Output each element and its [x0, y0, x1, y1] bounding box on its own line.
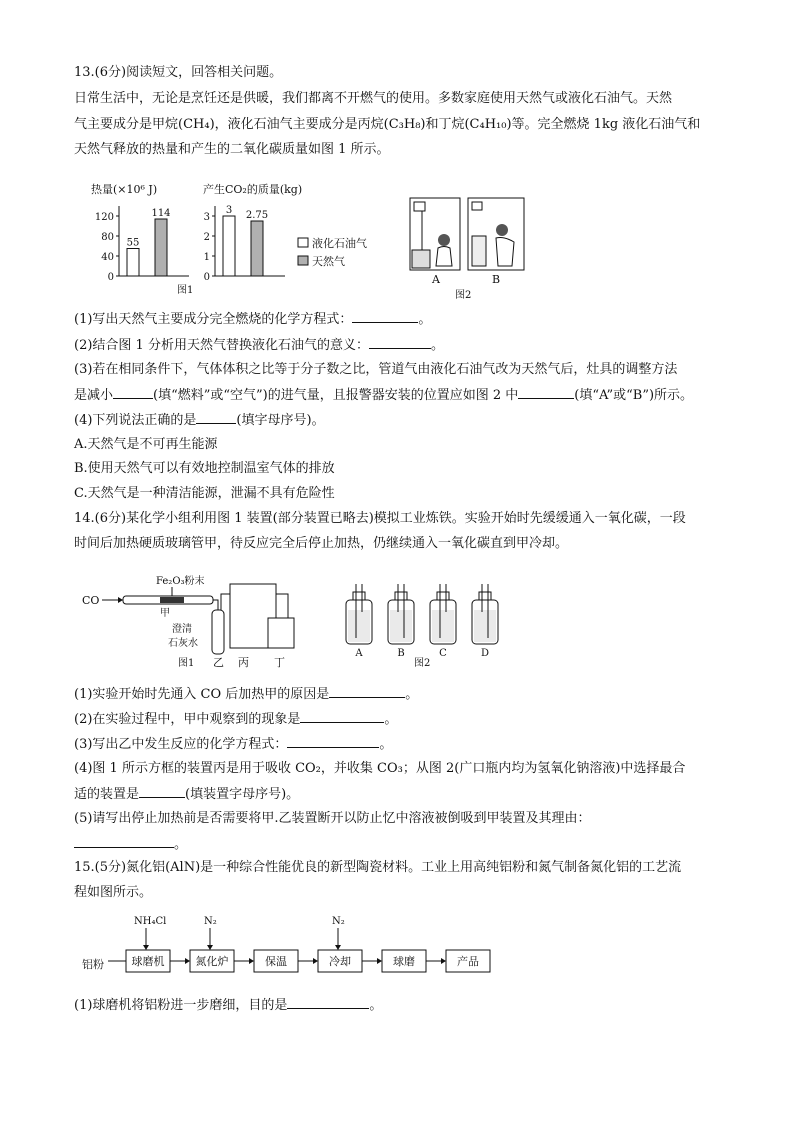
bottle-label: A	[355, 648, 363, 659]
fe2o3-powder	[160, 597, 184, 603]
flow-step-label: 氮化炉	[195, 955, 229, 968]
chengqing-label: 澄清	[172, 624, 192, 635]
q15-title2: 程如图所示。	[74, 885, 153, 900]
q13-title: 13.(6分)阅读短文，回答相关问题。	[74, 65, 283, 80]
stove-b-icon	[472, 236, 486, 266]
answer-blank[interactable]	[329, 685, 405, 698]
bottle-c	[430, 584, 456, 644]
flow-step-label: 产品	[457, 955, 479, 968]
bar-lpg-chart1	[127, 249, 139, 277]
legend-ng: 天然气	[312, 255, 345, 268]
y-tick-label: 0	[107, 272, 114, 283]
answer-blank[interactable]	[139, 785, 185, 798]
bottle-label: B	[397, 648, 405, 659]
q15-title: 15.(5分)氮化铝(AlN)是一种综合性能优良的新型陶瓷材料。工业上用高纯铝粉和氮气制备氮化铝的工艺流	[74, 860, 682, 875]
bar-ng-chart2	[251, 221, 263, 276]
heat-axis-label: 热量(×10⁶ J)	[91, 183, 158, 196]
flow-step-label: 球磨	[393, 955, 415, 968]
answer-blank[interactable]	[518, 386, 574, 399]
legend-lpg: 液化石油气	[312, 237, 367, 250]
option-a: A.天然气是不可再生能源	[74, 437, 218, 452]
q13-sub3b: 是减小 (填“燃料”或“空气”)的进气量，且报警器安装的位置应如图 2 中 (填“A”或“B”)所示。	[74, 388, 694, 403]
bar-value-label: 2.75	[245, 210, 269, 221]
bottle-d	[472, 584, 498, 644]
fig2-caption: 图2	[455, 290, 472, 300]
legend-swatch-lpg	[298, 238, 308, 247]
q13-para3: 天然气释放的热量和产生的二氧化碳质量如图 1 所示。	[74, 142, 390, 157]
n2-label-a: N₂	[204, 916, 217, 927]
q14-sub5-answer: 。	[74, 835, 187, 854]
beaker-ding	[268, 618, 294, 648]
photo-b	[468, 198, 524, 270]
bottle-label: D	[480, 648, 490, 659]
ding-label: 丁	[274, 656, 285, 669]
bar-ng-chart1	[155, 219, 167, 276]
q13-para2: 气主要成分是甲烷(CH₄)，液化石油气主要成分是丙烷(C₃H₈)和丁烷(C₄H₁₀)等。完全燃烧 1kg 液化石油气和	[74, 117, 701, 132]
bar-value-label: 55	[126, 237, 140, 249]
bar-value-label: 3	[225, 205, 233, 216]
person-a-icon	[438, 234, 450, 246]
stove-a-icon	[412, 250, 430, 268]
fe2o3-label: Fe₂O₃粉末	[156, 576, 205, 587]
answer-blank[interactable]	[300, 710, 384, 723]
flow-step-label: 球磨机	[131, 955, 165, 968]
alarm-a-icon	[414, 202, 425, 211]
answer-blank[interactable]	[352, 310, 418, 323]
photo-a	[410, 198, 460, 270]
bar-lpg-chart2	[223, 216, 235, 276]
n2-label-b: N₂	[332, 916, 345, 927]
y-tick-label: 2	[203, 232, 210, 243]
answer-blank[interactable]	[287, 735, 379, 748]
answer-blank[interactable]	[74, 835, 174, 848]
y-tick-label: 0	[203, 272, 210, 283]
q14-sub4a: (4)图 1 所示方框的装置丙是用于吸收 CO₂，并收集 CO₃；从图 2(广口瓶内均为氢氧化钠溶液)中选择最合	[74, 761, 686, 776]
q14-title2: 时间后加热硬质玻璃管甲，待反应完全后停止加热，仍继续通入一氧化碳直到甲冷却。	[74, 536, 569, 551]
y-tick-label: 1	[203, 252, 210, 263]
bar-value-label: 114	[151, 208, 171, 219]
answer-blank[interactable]	[369, 336, 431, 349]
answer-blank[interactable]	[196, 411, 236, 424]
fig1-caption: 图1	[177, 285, 194, 296]
q14-sub3: (3)写出乙中发生反应的化学方程式： 。	[74, 737, 393, 752]
flow-start-label: 铝粉	[82, 958, 104, 971]
answer-blank[interactable]	[287, 996, 369, 1009]
bottle-a	[346, 584, 372, 644]
q14-sub4b: 适的装置是 (填装置字母序号)。	[74, 787, 300, 802]
fig1-caption-q14: 图1	[178, 658, 195, 669]
yi-label: 乙	[213, 656, 224, 669]
y-tick-label: 80	[101, 232, 114, 243]
q15-process-flow	[80, 908, 500, 980]
y-tick-label: 3	[203, 212, 210, 223]
flow-step-label: 保温	[265, 955, 287, 968]
bottle-label: C	[439, 648, 447, 659]
q13-sub3a: (3)若在相同条件下，气体体积之比等于分子数之比，管道气由液化石油气改为天然气后，灶具的调整方法	[74, 362, 678, 377]
option-c: C.天然气是一种清洁能源，泄漏不具有危险性	[74, 486, 335, 501]
q14-sub2: (2)在实验过程中，甲中观察到的现象是 。	[74, 712, 398, 727]
co2-axis-label: 产生CO₂的质量(kg)	[203, 183, 303, 196]
fig2-caption-q14: 图2	[414, 658, 431, 669]
q15-sub1: (1)球磨机将铝粉进一步磨细，目的是 。	[74, 998, 383, 1013]
q14-sub1: (1)实验开始时先通入 CO 后加热甲的原因是 。	[74, 687, 419, 702]
jia-label: 甲	[160, 608, 170, 619]
bottle-b	[388, 584, 414, 644]
legend-swatch-ng	[298, 256, 308, 265]
q13-sub2: (2)结合图 1 分析用天然气替换液化石油气的意义： 。	[74, 338, 444, 353]
answer-blank[interactable]	[113, 386, 153, 399]
alarm-b-icon	[472, 202, 482, 210]
y-tick-label: 40	[101, 252, 114, 263]
q13-sub4: (4)下列说法正确的是 (填字母序号)。	[74, 413, 325, 428]
q13-figure2	[408, 196, 528, 300]
q13-figure1	[85, 180, 385, 300]
bing-label: 丙	[238, 656, 249, 669]
photo-a-label: A	[432, 273, 440, 286]
person-b-icon	[496, 224, 508, 236]
shihui-label: 石灰水	[168, 638, 198, 649]
q14-sub5: (5)请写出停止加热前是否需要将甲.乙装置断开以防止忆中溶液被倒吸到甲装置及其理由：	[74, 811, 591, 826]
test-tube-yi	[212, 610, 224, 654]
co-label: CO	[82, 594, 100, 607]
flow-step-label: 冷却	[329, 955, 351, 968]
q13-para1: 日常生活中，无论是烹饪还是供暖，我们都离不开燃气的使用。多数家庭使用天然气或液化石油气。天然	[74, 91, 673, 106]
option-b: B.使用天然气可以有效地控制温室气体的排放	[74, 461, 335, 476]
q13-sub1: (1)写出天然气主要成分完全燃烧的化学方程式： 。	[74, 312, 432, 327]
nh4cl-label: NH₄Cl	[134, 916, 167, 927]
photo-b-label: B	[492, 273, 501, 286]
q14-apparatus-figure	[80, 570, 520, 670]
y-tick-label: 120	[94, 212, 114, 223]
q14-title: 14.(6分)某化学小组利用图 1 装置(部分装置已略去)模拟工业炼铁。实验开始时先缓缓通入一氧化碳，一段	[74, 511, 686, 526]
